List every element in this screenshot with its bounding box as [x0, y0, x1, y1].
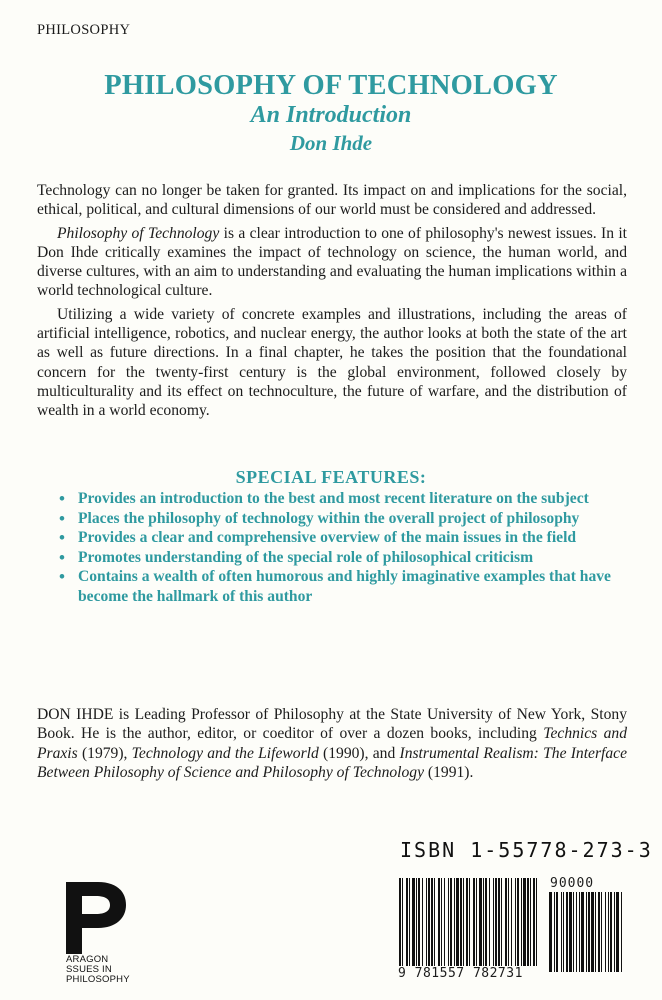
- barcode-bar: [428, 878, 430, 966]
- barcode-bar: [450, 878, 452, 966]
- barcode-bar: [536, 878, 537, 966]
- description: [37, 181, 627, 421]
- description-paragraph-3: Utilizing a wide variety of concrete examples and illustrations, including the areas of artificial intelligence, robotics, and nuclear energy, the author looks at both the state of the art as well as future directions. In a final chapter, he takes the position that the foundational concern for the twenty-first century is the global environment, followed closely by multiculturality and its effect on technoculture, the future of warfare, and the distribution of wealth in a world economy.: [37, 305, 627, 420]
- bio-text: (1979),: [77, 744, 132, 762]
- bio-book-3: Instrumental Realism: The Interface Between Philosophy of Science and Philosophy of Technology: [37, 744, 628, 781]
- bio-author-name: DON IHDE: [37, 706, 114, 723]
- barcode-addon-bar: [563, 892, 564, 972]
- barcode-addon-bar: [591, 892, 594, 972]
- barcode-bar: [463, 878, 464, 966]
- barcode-bar: [495, 878, 497, 966]
- feature-text: Contains a wealth of often humorous and highly imaginative examples that have become the hallmark of this author: [78, 568, 611, 605]
- barcode-bar: [469, 878, 470, 966]
- bullet-icon: •: [59, 508, 65, 528]
- feature-text: Provides an introduction to the best and most recent literature on the subject: [78, 490, 589, 507]
- barcode-addon-bar: [549, 892, 552, 972]
- barcode-bar: [454, 878, 455, 966]
- feature-item: [59, 567, 630, 606]
- barcode-addon-bar: [598, 892, 600, 972]
- barcode-bar: [431, 878, 433, 966]
- barcode-bar: [485, 878, 487, 966]
- barcode-bar: [505, 878, 507, 966]
- barcode-bar: [460, 878, 462, 966]
- feature-item: [59, 528, 630, 548]
- barcode-bar: [479, 878, 482, 966]
- barcode-addon-bar: [588, 892, 590, 972]
- barcode-addon-bar: [586, 892, 587, 972]
- barcode-addon-bar: [595, 892, 596, 972]
- publisher-line-2: SSUES IN: [66, 964, 112, 975]
- barcode-addon-bar: [581, 892, 584, 972]
- feature-item: [59, 547, 630, 568]
- bio-text: is Leading Professor of Philosophy at the State University of New York, Stony Book. He is the author, editor, or coeditor of over a dozen books, including: [37, 706, 627, 743]
- barcode-addon-bar: [610, 892, 612, 972]
- book-title-italic: Philosophy of Technology: [57, 224, 220, 242]
- series-category: PHILOSOPHY: [37, 22, 131, 38]
- barcode-bar: [441, 878, 442, 966]
- feature-text: Provides a clear and comprehensive overview of the main issues in the field: [78, 529, 577, 547]
- feature-text: Promotes understanding of the special role of philosophical criticism: [78, 548, 534, 566]
- feature-text: Places the philosophy of technology within the overall project of philosophy: [78, 509, 580, 527]
- description-paragraph-2: [37, 224, 627, 301]
- barcode-bar: [426, 878, 427, 966]
- barcode-bar: [438, 878, 440, 966]
- barcode-bar: [511, 878, 512, 966]
- barcode-bar: [444, 878, 445, 966]
- barcode-bar: [402, 878, 403, 966]
- barcode-addon-bar: [621, 892, 622, 972]
- barcode-bar: [406, 878, 408, 966]
- bio-book-2: Technology and the Lifeworld: [131, 744, 319, 762]
- ean-number: 9 781557 782731: [398, 966, 523, 981]
- feature-item: [59, 489, 630, 509]
- barcode-addon-bar: [554, 892, 555, 972]
- feature-item: [59, 508, 630, 529]
- barcode-bar: [501, 878, 502, 966]
- barcode-bar: [466, 878, 468, 966]
- barcode-bar: [530, 878, 531, 966]
- bullet-icon: •: [59, 528, 65, 548]
- barcode-bar: [434, 878, 435, 966]
- publisher-line-1: ARAGON: [66, 954, 109, 965]
- bio-book-1: Technics and Praxis: [37, 725, 627, 762]
- barcode-addon-bar: [569, 892, 572, 972]
- barcode-addon-bar: [608, 892, 609, 972]
- barcode-addon-bar: [561, 892, 562, 972]
- barcode-addon-bar: [576, 892, 577, 972]
- barcode-bar: [498, 878, 500, 966]
- barcode-bar: [448, 878, 449, 966]
- barcode-bar: [489, 878, 490, 966]
- special-features-list: [59, 489, 630, 607]
- barcode-addon-bar: [566, 892, 568, 972]
- barcode-bar: [523, 878, 526, 966]
- book-subtitle: An Introduction: [250, 102, 412, 128]
- barcode-bar: [412, 878, 415, 966]
- barcode-bar: [515, 878, 516, 966]
- barcode-bar: [493, 878, 494, 966]
- barcode-addon-bar: [605, 892, 606, 972]
- bullet-icon: •: [59, 567, 65, 587]
- barcode-addon-bar: [579, 892, 580, 972]
- author-bio: [37, 705, 627, 782]
- bullet-icon: •: [59, 547, 65, 567]
- book-title: PHILOSOPHY OF TECHNOLOGY: [104, 70, 558, 101]
- barcode-bar: [456, 878, 459, 966]
- barcode-bar: [476, 878, 477, 966]
- book-author: Don Ihde: [289, 131, 373, 155]
- special-features-heading: SPECIAL FEATURES:: [235, 467, 427, 487]
- publisher-line-3: PHILOSOPHY: [66, 974, 130, 985]
- barcode-bar: [422, 878, 423, 966]
- bio-text: (1991).: [424, 763, 474, 781]
- barcode-bar: [533, 878, 535, 966]
- bullet-icon: •: [59, 489, 65, 508]
- barcode-bar: [508, 878, 509, 966]
- barcode-bar: [521, 878, 522, 966]
- barcode-addon-bar: [556, 892, 558, 972]
- barcode-addon-bar: [616, 892, 619, 972]
- barcode-bar: [517, 878, 519, 966]
- barcode: [399, 878, 625, 976]
- barcode-bar: [409, 878, 410, 966]
- publisher-name: [66, 955, 130, 985]
- bio-text: (1990), and: [318, 744, 400, 762]
- price-code: 90000: [550, 876, 595, 891]
- barcode-bar: [483, 878, 484, 966]
- barcode-bar: [416, 878, 417, 966]
- barcode-addon-bar: [601, 892, 602, 972]
- barcode-bar: [399, 878, 401, 966]
- barcode-bar: [473, 878, 475, 966]
- barcode-addon-bar: [614, 892, 615, 972]
- barcode-bar: [418, 878, 420, 966]
- isbn-label: ISBN 1-55778-273-3: [400, 838, 653, 862]
- barcode-icon: [399, 878, 625, 976]
- description-paragraph-1: Technology can no longer be taken for granted. Its impact on and implications for the social, ethical, political, and cultural dimensions of our world must be considered and addressed.: [37, 182, 627, 219]
- barcode-bar: [527, 878, 529, 966]
- barcode-addon-bar: [573, 892, 574, 972]
- description-paragraph-2-text: is a clear introduction to one of philosophy's newest issues. In it Don Ihde critically examines the impact of technology on science, the human world, and diverse cultures, with an aim to understanding and evaluating the human implications within a world technological culture.: [37, 224, 627, 300]
